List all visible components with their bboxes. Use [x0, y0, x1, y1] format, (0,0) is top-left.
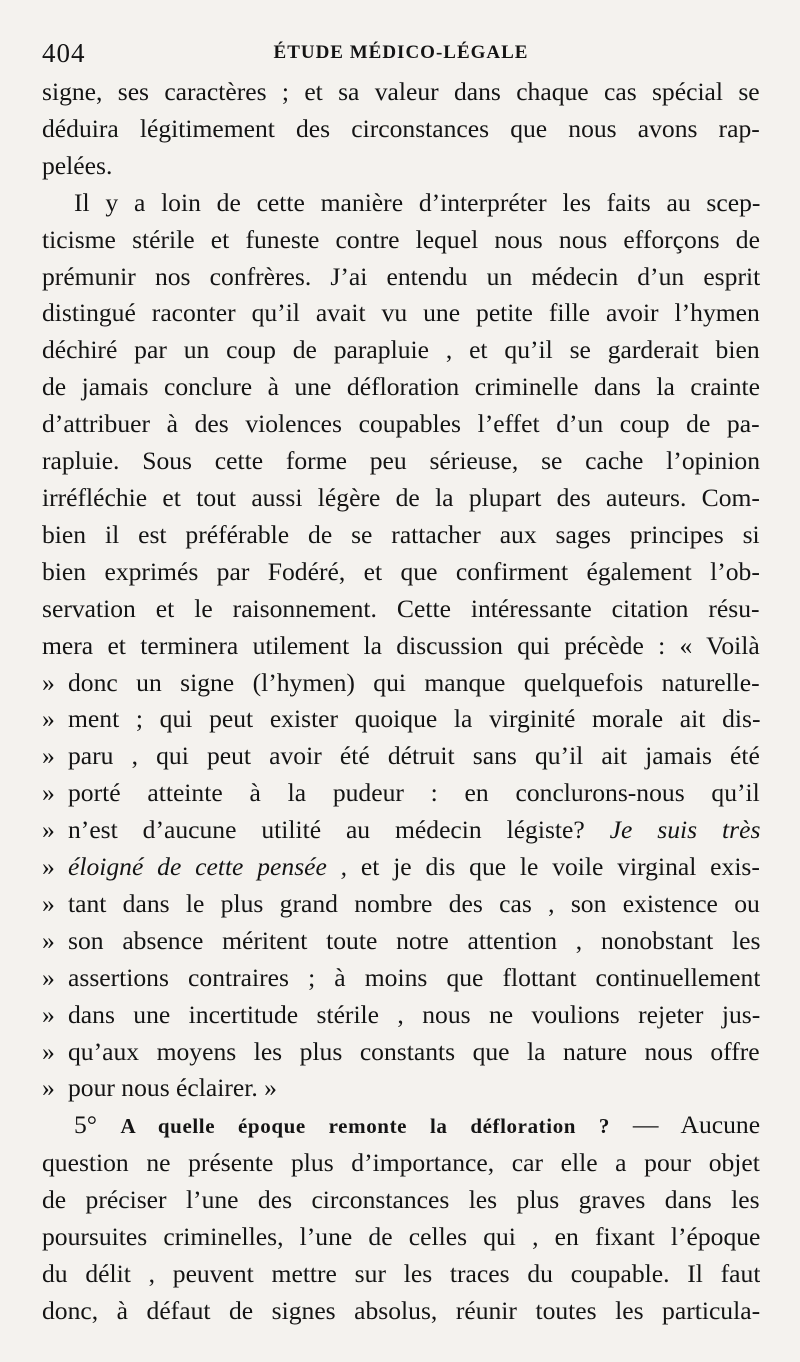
line-text: déduira légitimement des circonstances que nous avons rap- — [42, 113, 760, 143]
line-text: n’est d’aucune utilité au médecin légiste? — [68, 815, 585, 845]
line-text: et je dis que le voile virginal exis- — [360, 852, 760, 882]
line-text: du délit , peuvent mettre sur les traces du coupable. Il faut — [42, 1259, 760, 1288]
line-text: son absence méritent toute notre attention , nonobstant les — [68, 925, 760, 955]
line-text: prémunir nos confrères. J’ai entendu un médecin d’un esprit — [42, 261, 760, 291]
line-text: bien il est préférable de se rattacher aux sages principes si — [42, 519, 760, 549]
text-line — [42, 74, 760, 111]
line-text: qu’aux moyens les plus constants que la nature nous offre — [68, 1036, 760, 1066]
text-line — [42, 148, 760, 185]
text-line — [42, 554, 760, 591]
line-text: porté atteinte à la pudeur : en conclurons-nous qu’il — [68, 778, 760, 808]
text-line — [42, 185, 760, 222]
text-line — [42, 1182, 760, 1219]
text-line — [42, 849, 760, 886]
text-line — [42, 812, 760, 849]
line-text: d’attribuer à des violences coupables l’effet d’un coup de pa- — [42, 409, 760, 439]
line-text: pelées. — [42, 150, 113, 180]
italic-text: éloigné de cette pensée , — [68, 852, 361, 882]
text-line — [42, 1034, 760, 1071]
quote-mark: » — [42, 888, 55, 918]
line-text: bien exprimés par Fodéré, et que confirment également l’ob- — [42, 556, 760, 586]
line-text: tant dans le plus grand nombre des cas , son existence ou — [68, 888, 760, 918]
quote-mark: » — [42, 999, 55, 1029]
line-text: signe, ses caractères ; et sa valeur dans chaque cas spécial se — [42, 77, 760, 106]
text-line — [42, 960, 760, 997]
section-number: 5° — [74, 1110, 121, 1140]
line-text: de préciser l’une des circonstances les plus graves dans les — [42, 1185, 760, 1215]
line-text: servation et le raisonnement. Cette intéressante citation résu- — [42, 593, 760, 623]
section-title: A quelle époque remonte la défloration ? — [120, 1114, 633, 1139]
line-text: distingué raconter qu’il avait vu une petite fille avoir l’hymen — [42, 298, 760, 328]
quote-mark: » — [42, 925, 55, 955]
line-text: pour nous éclairer. » — [68, 1073, 277, 1103]
text-line — [42, 369, 760, 406]
italic-text: Je suis très — [584, 815, 760, 845]
text-line — [42, 701, 760, 738]
quote-mark: » — [42, 815, 55, 845]
text-line — [42, 775, 760, 812]
quote-mark: » — [42, 962, 55, 992]
running-head — [42, 30, 760, 70]
text-line — [42, 886, 760, 923]
quote-mark: » — [42, 704, 55, 734]
text-line — [42, 1219, 760, 1256]
line-text: rapluie. Sous cette forme peu sérieuse, se cache l’opinion — [42, 446, 760, 476]
text-line — [42, 997, 760, 1034]
quote-mark: » — [42, 1073, 55, 1103]
text-line — [42, 591, 760, 628]
line-text: déchiré par un coup de parapluie , et qu’il se garderait bien — [42, 335, 760, 365]
line-text: assertions contraires ; à moins que flottant continuellement — [68, 962, 760, 992]
text-line — [42, 665, 760, 702]
line-text: ticisme stérile et funeste contre lequel nous nous efforçons de — [42, 224, 760, 254]
text-line — [42, 517, 760, 554]
text-line — [42, 1145, 760, 1182]
line-text: mera et terminera utilement la discussion qui précède : « Voilà — [42, 630, 760, 660]
line-text: — Aucune — [632, 1110, 760, 1140]
text-line — [42, 406, 760, 443]
line-text: paru , qui peut avoir été détruit sans qu’il ait jamais été — [68, 741, 760, 771]
text-line — [42, 628, 760, 665]
line-text: Il y a loin de cette manière d’interpréter les faits au scep- — [74, 187, 760, 217]
text-line — [42, 332, 760, 369]
text-line — [42, 1293, 760, 1330]
text-line — [42, 923, 760, 960]
page-number: 404 — [42, 38, 86, 68]
text-line — [42, 480, 760, 517]
line-text: poursuites criminelles, l’une de celles qui , en fixant l’époque — [42, 1222, 760, 1252]
quote-mark: » — [42, 778, 55, 808]
quote-mark: » — [42, 667, 55, 697]
text-line — [42, 259, 760, 296]
body-text — [42, 74, 760, 1330]
book-page — [42, 30, 760, 1350]
text-line — [42, 1070, 760, 1107]
text-line — [42, 222, 760, 259]
quote-mark: » — [42, 852, 55, 882]
line-text: donc, à défaut de signes absolus, réunir toutes les particula- — [42, 1295, 760, 1325]
line-text: donc un signe (l’hymen) qui manque quelquefois naturelle- — [68, 667, 760, 697]
line-text: ment ; qui peut exister quoique la virginité morale ait dis- — [68, 704, 760, 734]
quote-mark: » — [42, 741, 55, 771]
line-text: de jamais conclure à une défloration criminelle dans la crainte — [42, 372, 760, 402]
text-line — [42, 1256, 760, 1293]
text-line — [42, 1107, 760, 1145]
line-text: dans une incertitude stérile , nous ne voulions rejeter jus- — [68, 999, 760, 1029]
text-line — [42, 295, 760, 332]
line-text: irréfléchie et tout aussi légère de la plupart des auteurs. Com- — [42, 482, 760, 512]
text-line — [42, 443, 760, 480]
running-title: ÉTUDE MÉDICO-LÉGALE — [273, 42, 529, 63]
text-line — [42, 738, 760, 775]
quote-mark: » — [42, 1036, 55, 1066]
line-text: question ne présente plus d’importance, car elle a pour objet — [42, 1148, 760, 1178]
text-line — [42, 111, 760, 148]
